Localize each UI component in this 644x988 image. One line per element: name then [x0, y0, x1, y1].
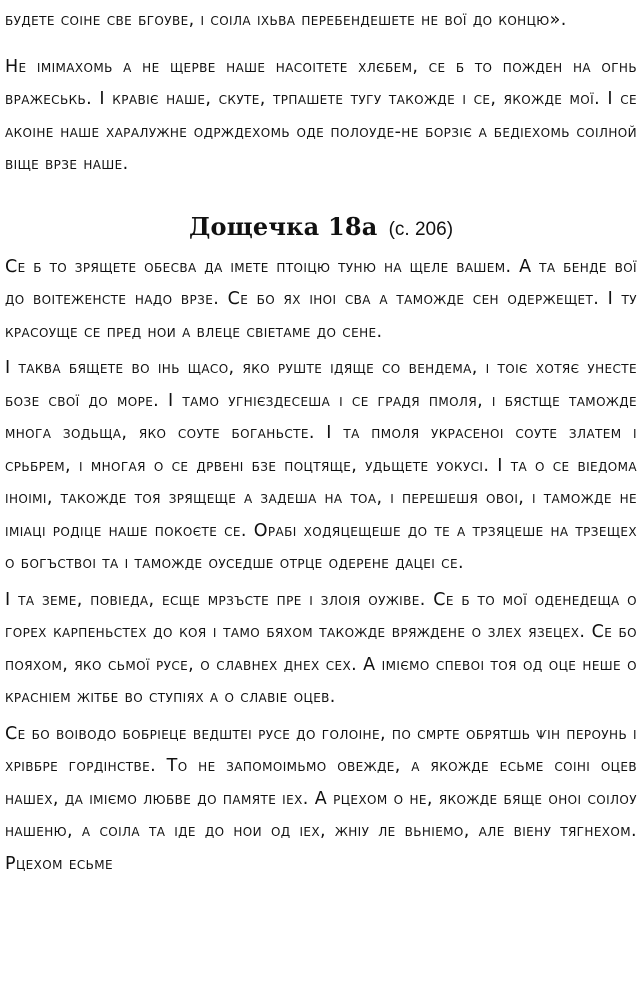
section-page-reference: (с. 206) — [388, 218, 454, 240]
section-title: Дощечка 18а — [188, 211, 378, 241]
intro-paragraph-1: будете соіне све бгоуве, і соіла іхьва перебендешете не вої до концю». — [5, 10, 567, 30]
section-paragraph-1: Се б то зрящете обесва да імете птоіцю туню на щеле вашем. А та бенде вої до воітеженсте надо врзе. Се бо ях іноі сва а таможде сен одержещет. І ту красоуще се пред нои а влеце свіетаме до сене. — [5, 256, 637, 342]
section-paragraph-4: Се бо воіводо бобріеце ведштеі русе до голоіне, по смрте обрятшь ѱін пероунь і хрівбре гордінстве. То не запомоімьмо овежде, а якожде есьме соіні оцев нашех, да іміємо любве до памяте іех. А рцехом о не, якожде бяще оноі соілоу нашеню, а соіла та іде до нои од іех, жніу ле вьніемо, але віену тягнехом. Рцехом есьме — [5, 723, 637, 874]
intro-paragraph-2: Не імімахомь а не щерве наше насоітете хлєбем, се б то пожден на огнь вражеськь. І кравіє наше, скуте, трпашете тугу такожде і се, якожде мої. І се акоіне наше харалужне одрждехомь оде полоуде-не борзіє а бедіехомь соілной віще врзе наше. — [5, 56, 637, 174]
section-paragraph-3: І та земе, повіеда, есще мрзъсте пре і злоія оужіве. Се б то мої оденедеща о горех карпеньстех до коя і тамо бяхом такожде вряждене о злех язецех. Се бо пояхом, яко сьмої русе, о славнех днех сех. А іміємо спевоі тоя од оце неше о красніем жітбе во ступіях а о славіе оцев. — [5, 589, 637, 707]
section-heading — [5, 209, 637, 245]
document-page — [5, 0, 637, 880]
section-paragraph-2: І таква бящете во інь щасо, яко руште ідяще со вендема, і тоіє хотяє унесте бозе свої до море. І тамо угнієздесеша і се градя пмоля, і бястще таможде многа зодьща, яко соуте боганьсте. І та пмоля украсеноі соуте златем і срьбрем, і многая о се дрвені бзе поцтяще, удьщете уокусі. І та о се віедома іноімі, такожде тоя зрящеще а задеша на тоа, і перешешя овоі, і таможде не іміаці родіце наше покоєте се. Орабі ходяцещеше до те а трзяцеше на трзещех о богъствоі та і таможде оуседше отрце одерене дацеі се. — [5, 358, 637, 573]
